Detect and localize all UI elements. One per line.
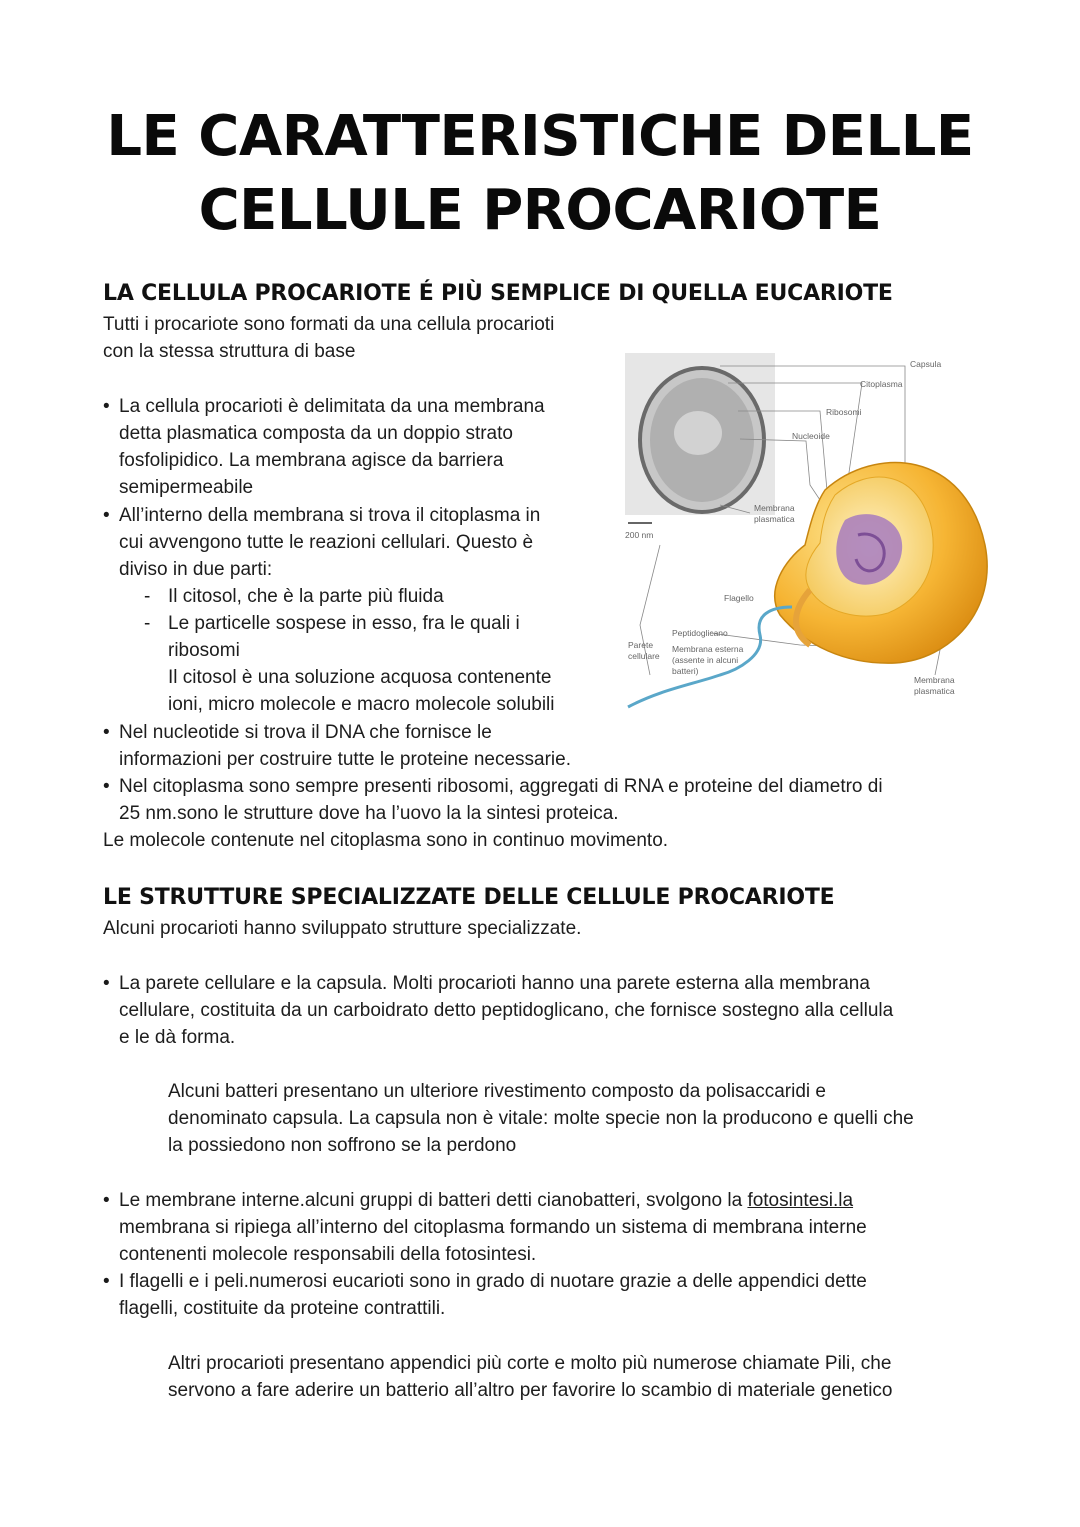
label-nucleoide: Nucleoide (792, 431, 830, 441)
section2-heading: LE STRUTTURE SPECIALIZZATE DELLE CELLULE PROCARIOTE (103, 885, 835, 910)
s1-d2-line3: Il citosol è una soluzione acquosa contenente (168, 667, 552, 688)
s1-b1-line2: detta plasmatica composta da un doppio strato (119, 423, 513, 444)
s1-b2-line3: diviso in due parti: (119, 559, 273, 580)
section2-intro: Alcuni procarioti hanno sviluppato strutture specializzate. (103, 918, 582, 939)
bullet-dot: • (103, 776, 110, 797)
bullet-dot: • (103, 1190, 110, 1211)
label-cellulare: cellulare (628, 651, 660, 661)
s2-b1-line3: e le dà forma. (119, 1027, 236, 1048)
label-plasmatica-1: plasmatica (754, 514, 795, 524)
s2-b3-line1: I flagelli e i peli.numerosi eucarioti sono in grado di nuotare grazie a delle appendici dette (119, 1271, 867, 1292)
title-line-1: LE CARATTERISTICHE DELLE (106, 104, 974, 169)
page-title (0, 100, 1080, 248)
s1-b4-line1: Nel citoplasma sono sempre presenti ribosomi, aggregati di RNA e proteine del diametro di (119, 776, 883, 797)
label-assente: (assente in alcuni (672, 655, 739, 665)
s1-closing: Le molecole contenute nel citoplasma sono in continuo movimento. (103, 830, 669, 851)
s2-b1-line1: La parete cellulare e la capsula. Molti procarioti hanno una parete esterna alla membrana (119, 973, 870, 994)
prokaryote-cell-diagram (620, 345, 1000, 720)
s1-b1-line4: semipermeabile (119, 477, 254, 498)
s2-p1-line3: la possiedono non soffrono se la perdono (168, 1135, 517, 1156)
s2-b2-line3: contenenti molecole responsabili della fotosintesi. (119, 1244, 537, 1265)
s2-p2-line2: servono a fare aderire un batterio all’altro per favorire lo scambio di materiale genetico (168, 1380, 893, 1401)
s1-b2-line1: All’interno della membrana si trova il citoplasma in (119, 505, 541, 526)
title-line-2: CELLULE PROCARIOTE (198, 178, 882, 243)
scale-label: 200 nm (625, 530, 654, 540)
bullet-dot: • (103, 722, 110, 743)
s1-b3-line2: informazioni per costruire tutte le proteine necessarie. (119, 749, 572, 770)
bullet-dot: • (103, 396, 110, 417)
s2-b3-line2: flagelli, costituite da proteine contrattili. (119, 1298, 446, 1319)
label-plasmatica-2: plasmatica (914, 686, 955, 696)
label-flagello: Flagello (724, 593, 754, 603)
s2-p1-line2: denominato capsula. La capsula non è vitale: molte specie non la producono e quelli che (168, 1108, 914, 1129)
s2-b2-text: Le membrane interne.alcuni gruppi di batteri detti cianobatteri, svolgono la (119, 1190, 748, 1211)
fotosintesi-link[interactable]: fotosintesi.la (747, 1190, 854, 1211)
s2-p2-line1: Altri procarioti presentano appendici più corte e molto più numerose chiamate Pili, che (168, 1353, 892, 1374)
s1-d1: Il citosol, che è la parte più fluida (168, 586, 444, 607)
s1-b4-line2: 25 nm.sono le strutture dove ha l’uovo la la sintesi proteica. (119, 803, 619, 824)
label-peptidoglicano: Peptidoglicano (672, 628, 728, 638)
s1-b2-line2: cui avvengono tutte le reazioni cellulari. Questo è (119, 532, 534, 553)
label-citoplasma: Citoplasma (860, 379, 903, 389)
bullet-dot: • (103, 1271, 110, 1292)
s2-b1-line2: cellulare, costituita da un carboidrato detto peptidoglicano, che fornisce sostegno alla cellula (119, 1000, 894, 1021)
s1-b1-line3: fosfolipidico. La membrana agisce da barriera (119, 450, 504, 471)
s1-b3-line1: Nel nucleotide si trova il DNA che fornisce le (119, 722, 492, 743)
label-membrana-esterna: Membrana esterna (672, 644, 744, 654)
label-parete: Parete (628, 640, 654, 650)
s1-d2-line1: Le particelle sospese in esso, fra le quali i (168, 613, 520, 634)
label-membrana-2: Membrana (914, 675, 955, 685)
s2-b2-line2: membrana si ripiega all’interno del citoplasma formando un sistema di membrana interne (119, 1217, 867, 1238)
section1-heading: LA CELLULA PROCARIOTE É PIÙ SEMPLICE DI QUELLA EUCARIOTE (103, 281, 893, 306)
label-capsula: Capsula (910, 359, 942, 369)
s2-b2-line1 (119, 1187, 853, 1214)
dash-marker: - (144, 586, 151, 607)
s2-p1-line1: Alcuni batteri presentano un ulteriore rivestimento composto da polisaccaridi e (168, 1081, 826, 1102)
bullet-dot: • (103, 505, 110, 526)
s1-d2-line4: ioni, micro molecole e macro molecole solubili (168, 694, 555, 715)
section1-intro-1: Tutti i procariote sono formati da una cellula procarioti (103, 314, 555, 335)
micrograph-nucleoid (674, 411, 722, 455)
label-batteri: batteri) (672, 666, 699, 676)
label-membrana-1: Membrana (754, 503, 795, 513)
s1-d2-line2: ribosomi (168, 640, 240, 661)
section1-intro-2: con la stessa struttura di base (103, 341, 356, 362)
label-ribosomi: Ribosomi (826, 407, 862, 417)
s1-b1-line1: La cellula procarioti è delimitata da una membrana (119, 396, 545, 417)
bullet-dot: • (103, 973, 110, 994)
dash-marker: - (144, 613, 151, 634)
